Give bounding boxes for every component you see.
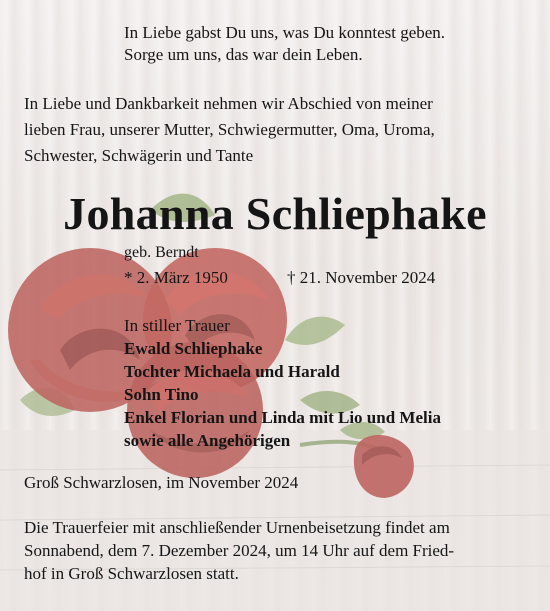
birth-name: geb. Berndt [124, 244, 199, 261]
verse-line: Sorge um uns, das war dein Leben. [124, 45, 363, 64]
funeral-line: Die Trauerfeier mit anschließender Urnenbeisetzung findet am [24, 518, 450, 537]
intro-line: In Liebe und Dankbarkeit nehmen wir Abschied von meiner [24, 94, 433, 113]
farewell-intro [24, 91, 528, 169]
mourner-name: sowie alle Angehörigen [124, 431, 291, 450]
mourner-name: Tochter Michaela und Harald [124, 362, 340, 381]
deceased-name: Johanna Schliephake [63, 188, 487, 239]
mourner-name: Ewald Schliephake [124, 339, 263, 358]
mourner-name: Enkel Florian und Linda mit Lio und Melia [124, 408, 441, 427]
verse-line: In Liebe gabst Du uns, was Du konntest geben. [124, 23, 446, 42]
intro-line: lieben Frau, unserer Mutter, Schwiegermutter, Oma, Uroma, [24, 120, 435, 139]
funeral-line: hof in Groß Schwarzlosen statt. [24, 564, 239, 583]
mourning-intro: In stiller Trauer [124, 316, 230, 335]
place-and-date: Groß Schwarzlosen, im November 2024 [24, 473, 299, 492]
memorial-verse [124, 22, 445, 66]
intro-line: Schwester, Schwägerin und Tante [24, 146, 254, 165]
mourners-block [124, 314, 441, 452]
birth-date: * 2. März 1950 [124, 268, 228, 287]
funeral-notice [24, 516, 528, 585]
death-date: † 21. November 2024 [287, 268, 436, 287]
funeral-line: Sonnabend, dem 7. Dezember 2024, um 14 Uhr auf dem Fried- [24, 541, 455, 560]
mourner-name: Sohn Tino [124, 385, 199, 404]
